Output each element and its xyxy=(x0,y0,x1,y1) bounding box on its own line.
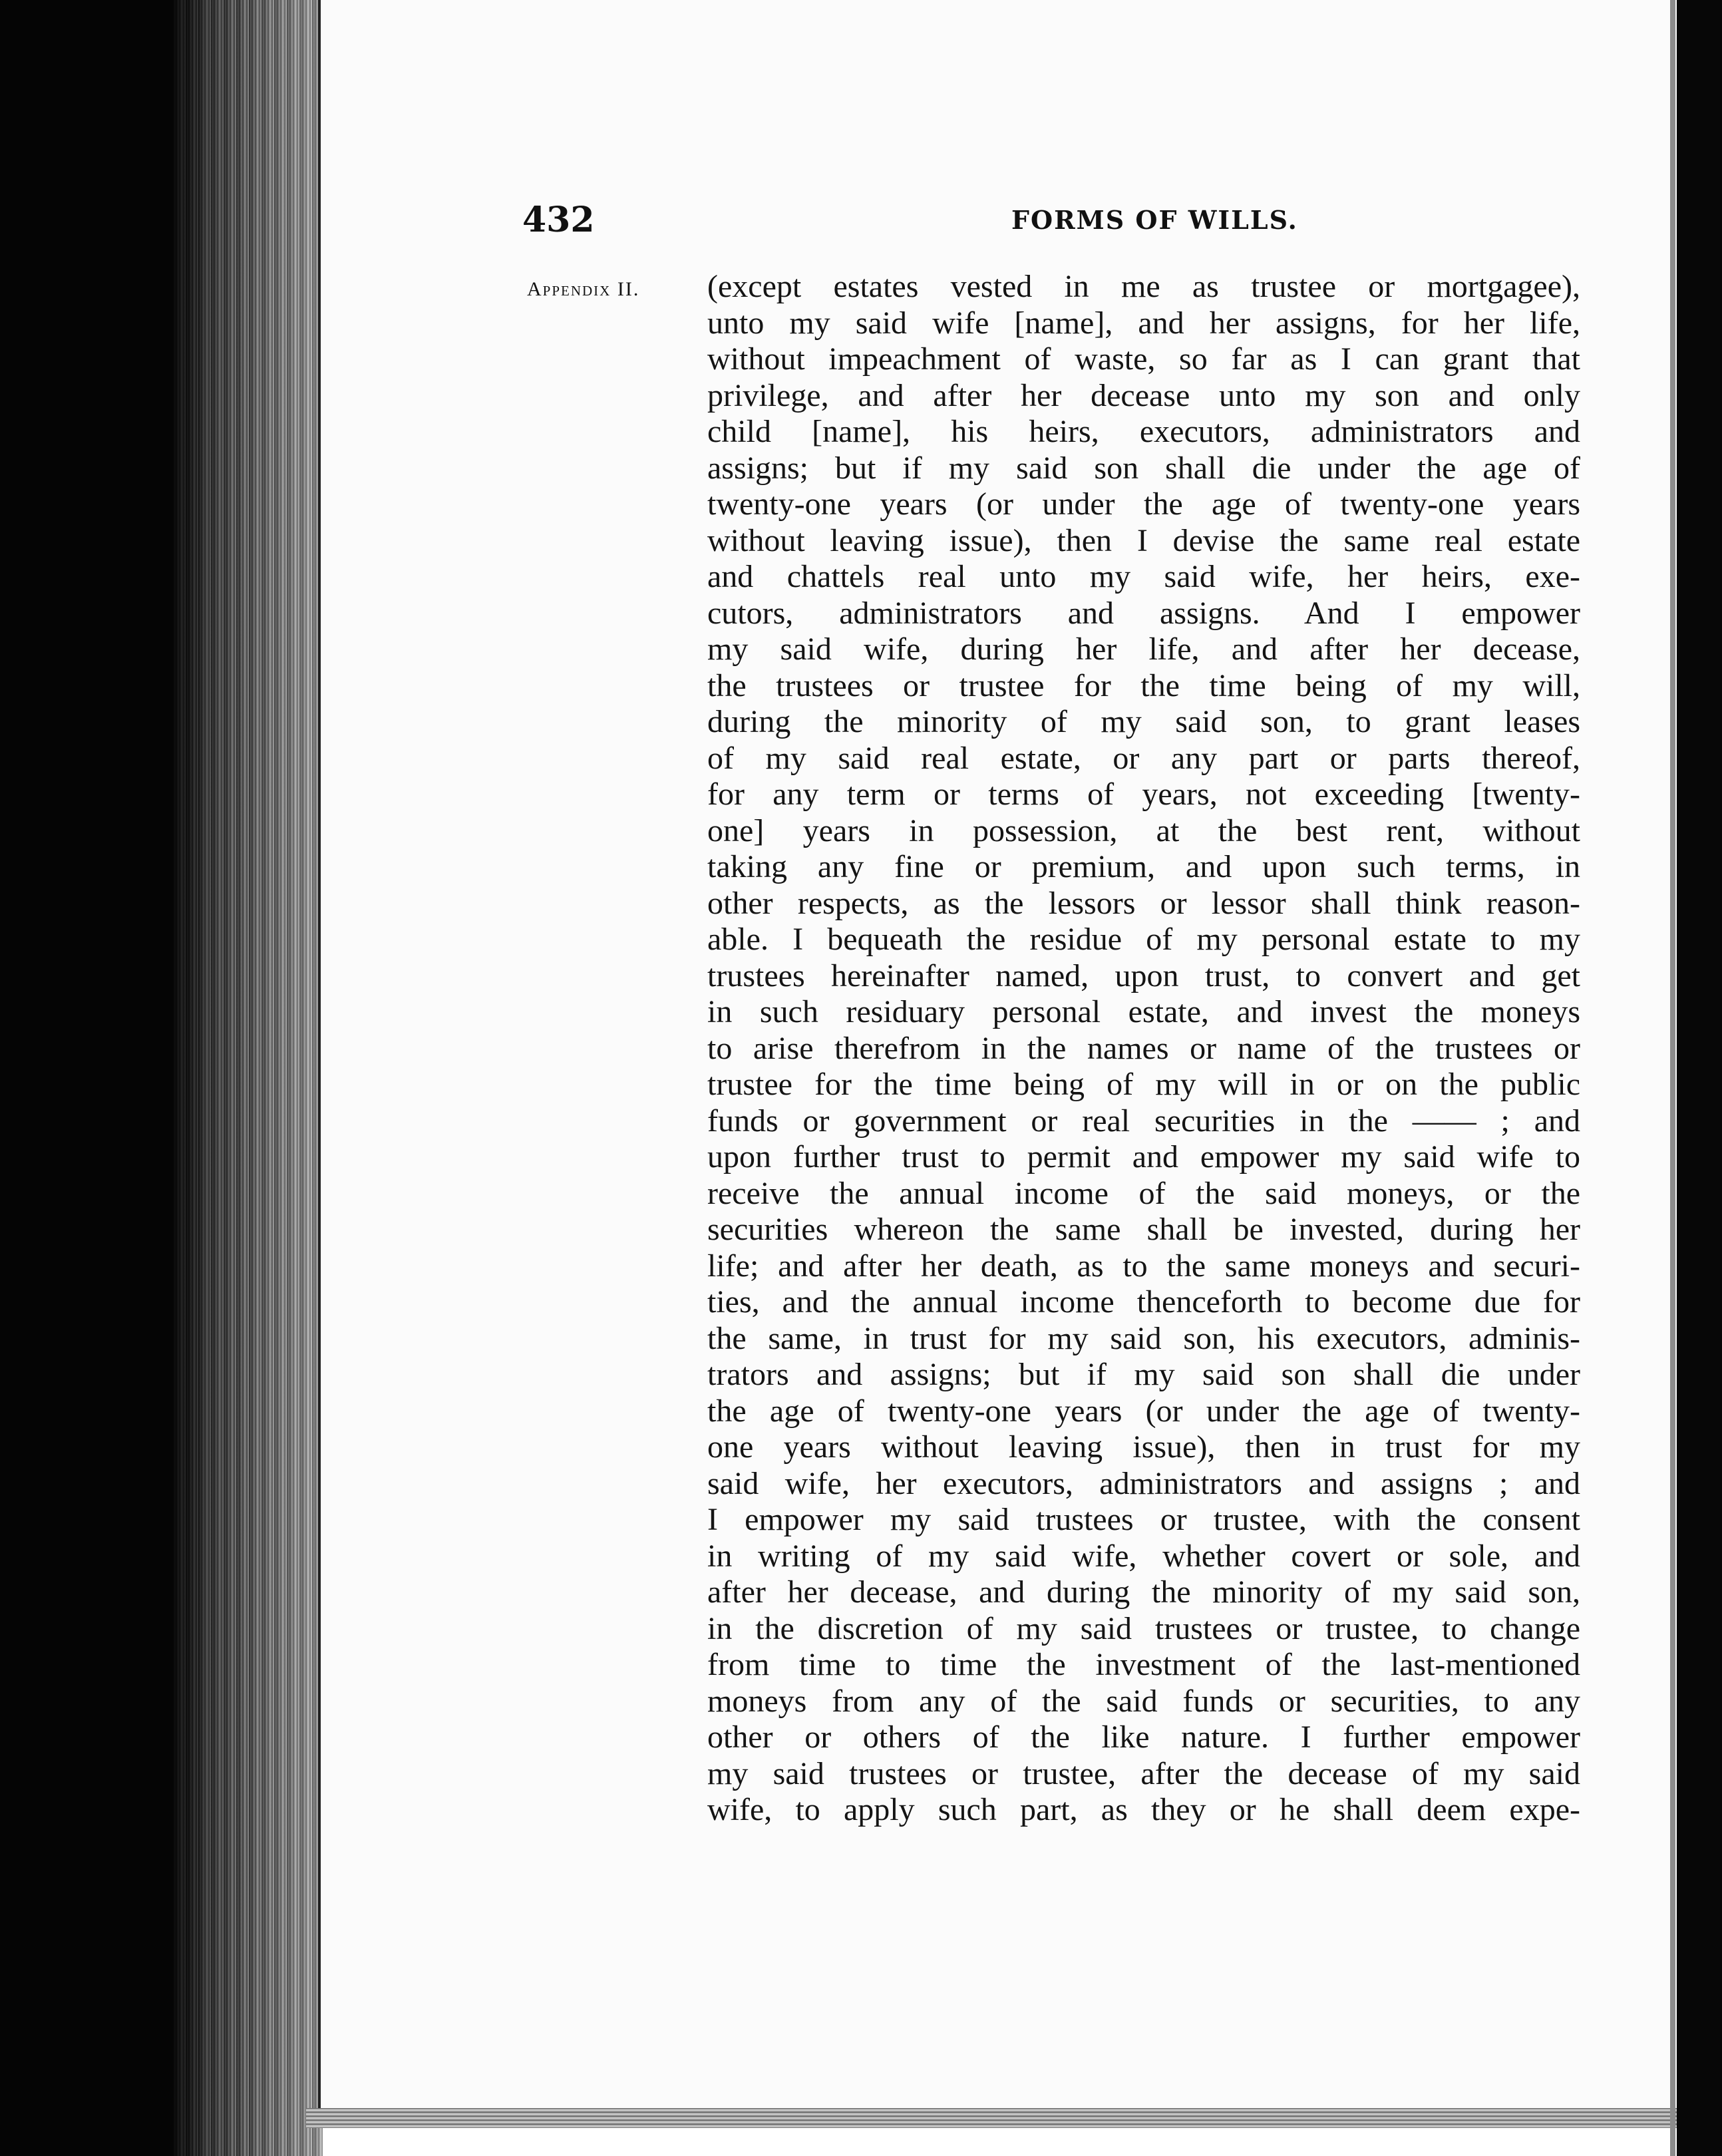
text-line: the same, in trust for my said son, his executors, adminis- xyxy=(707,1320,1580,1356)
text-line: unto my said wife [name], and her assigns, for her life, xyxy=(707,305,1580,341)
text-line: (except estates vested in me as trustee or mortgagee), xyxy=(707,269,1580,304)
text-line: child [name], his heirs, executors, administrators and xyxy=(707,414,1580,449)
text-line: taking any fine or premium, and upon such terms, in xyxy=(707,849,1580,884)
text-line: able. I bequeath the residue of my personal estate to my xyxy=(707,922,1580,957)
text-line: I empower my said trustees or trustee, with the consent xyxy=(707,1502,1580,1537)
scanner-background-left xyxy=(0,0,200,2156)
text-line: assigns; but if my said son shall die under the age of xyxy=(707,450,1580,486)
text-line: other respects, as the lessors or lessor shall think reason- xyxy=(707,885,1580,921)
text-line: for any term or terms of years, not exceeding [twenty- xyxy=(707,777,1580,812)
text-line: during the minority of my said son, to grant leases xyxy=(707,704,1580,739)
text-line: moneys from any of the said funds or securities, to any xyxy=(707,1683,1580,1719)
text-line: cutors, administrators and assigns. And I empower xyxy=(707,595,1580,631)
text-line: funds or government or real securities in the —— ; and xyxy=(707,1103,1580,1139)
book-page-edges xyxy=(173,0,323,2156)
text-line: my said trustees or trustee, after the decease of my said xyxy=(707,1755,1580,1791)
text-line: one years without leaving issue), then in trust for my xyxy=(707,1429,1580,1465)
text-line: upon further trust to permit and empower my said wife to xyxy=(707,1139,1580,1174)
text-line: one] years in possession, at the best rent, without xyxy=(707,812,1580,848)
text-line: of my said real estate, or any part or parts thereof, xyxy=(707,740,1580,776)
text-line: without leaving issue), then I devise the same real estate xyxy=(707,522,1580,558)
text-line: ties, and the annual income thenceforth to become due for xyxy=(707,1284,1580,1320)
text-line: in such residuary personal estate, and invest the moneys xyxy=(707,994,1580,1029)
text-line: wife, to apply such part, as they or he shall deem expe- xyxy=(707,1792,1580,1827)
text-line: after her decease, and during the minority of my said son, xyxy=(707,1574,1580,1610)
running-title: FORMS OF WILLS. xyxy=(1011,205,1298,235)
text-line: privilege, and after her decease unto my son and only xyxy=(707,377,1580,413)
text-line: my said wife, during her life, and after her decease, xyxy=(707,631,1580,667)
text-line: life; and after her death, as to the same moneys and securi- xyxy=(707,1248,1580,1284)
text-line: receive the annual income of the said moneys, or the xyxy=(707,1175,1580,1211)
text-line: in the discretion of my said trustees or trustee, to change xyxy=(707,1610,1580,1646)
text-line: and chattels real unto my said wife, her heirs, exe- xyxy=(707,559,1580,594)
text-line: in writing of my said wife, whether covert or sole, and xyxy=(707,1538,1580,1574)
text-line: twenty-one years (or under the age of twenty-one years xyxy=(707,486,1580,522)
text-line: securities whereon the same shall be invested, during her xyxy=(707,1212,1580,1247)
text-line: without impeachment of waste, so far as I can grant that xyxy=(707,341,1580,377)
scanner-background-right xyxy=(1677,0,1722,2156)
right-page-edge xyxy=(1670,0,1675,2156)
text-line: the trustees or trustee for the time being of my will, xyxy=(707,667,1580,703)
text-line: the age of twenty-one years (or under the age of twenty- xyxy=(707,1393,1580,1429)
text-line: to arise therefrom in the names or name of the trustees or xyxy=(707,1030,1580,1066)
text-line: from time to time the investment of the last-mentioned xyxy=(707,1647,1580,1682)
text-line: trators and assigns; but if my said son shall die under xyxy=(707,1357,1580,1392)
margin-note: Appendix II. xyxy=(527,278,640,300)
page-number: 432 xyxy=(522,200,595,240)
page-bottom-edge xyxy=(306,2108,1677,2128)
text-line: trustees hereinafter named, upon trust, to convert and get xyxy=(707,958,1580,993)
body-text xyxy=(707,269,1580,1829)
text-line: said wife, her executors, administrators and assigns ; and xyxy=(707,1465,1580,1501)
text-line: other or others of the like nature. I further empower xyxy=(707,1719,1580,1755)
page-header xyxy=(522,200,1580,246)
text-line: trustee for the time being of my will in or on the public xyxy=(707,1067,1580,1102)
